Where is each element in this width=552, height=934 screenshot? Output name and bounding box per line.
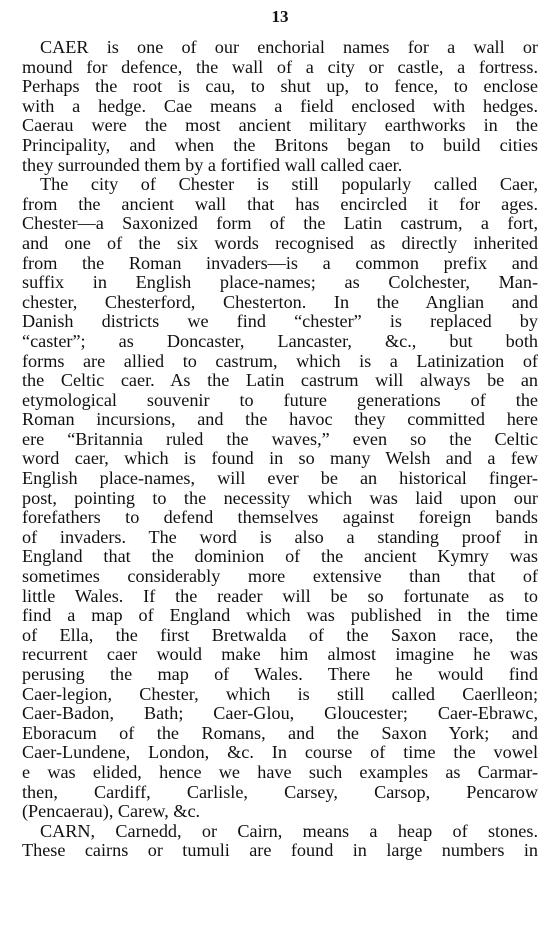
document-page [22,6,538,861]
text-line: Caerau were the most ancient military earthworks in the [22,116,538,136]
text-line: of Ella, the first Bretwalda of the Saxon race, the [22,625,538,645]
text-line: These cairns or tumuli are found in large numbers in [22,841,538,861]
text-line: Caer-Lundene, London, &c. In course of time the vowel [22,743,538,763]
text-line: (Pencaerau), Carew, &c. [22,802,201,822]
text-line: e was elided, hence we have such examples as Carmar- [22,762,538,782]
text-line: sometimes considerably more extensive than that of [22,567,538,587]
text-line: English place-names, will ever be an historical finger- [22,469,538,489]
text-line: word caer, which is found in so many Welsh and a few [22,449,538,469]
text-line: Perhaps the root is cau, to shut up, to fence, to enclose [22,77,538,97]
text-line: the Celtic caer. As the Latin castrum will always be an [22,371,538,391]
text-line: Principality, and when the Britons began to build cities [22,135,538,155]
text-line: CAER is one of our enchorial names for a wall or [40,38,538,57]
text-line: and one of the six words recognised as directly inherited [22,233,538,253]
paragraph-chester [22,175,538,822]
text-line: Caer-Badon, Bath; Caer-Glou, Gloucester; Caer-Ebrawc, [22,704,538,724]
text-line: then, Cardiff, Carlisle, Carsey, Carsop, Pencarow [22,782,538,802]
text-line: “caster”; as Doncaster, Lancaster, &c., but both [22,331,538,351]
text-line: post, pointing to the necessity which was laid upon our [22,488,538,508]
text-line: suffix in English place-names; as Colchester, Man- [22,273,538,293]
text-line: perusing the map of Wales. There he would find [22,665,538,684]
text-line: etymological souvenir to future generations of the [22,390,538,410]
text-line: England that the dominion of the ancient Kymry was [22,547,538,567]
paragraph-carn [22,822,538,861]
paragraph-caer-definition [22,38,538,175]
text-line: Roman incursions, and the havoc they committed here [22,410,538,430]
text-line: recurrent caer would make him almost imagine he was [22,645,538,665]
text-line: Chester—a Saxonized form of the Latin castrum, a fort, [22,214,538,234]
text-line: The city of Chester is still popularly called Caer, [40,175,538,195]
text-line: CARN, Carnedd, or Cairn, means a heap of stones. [40,821,538,841]
text-line: little Wales. If the reader will be so fortunate as to [22,586,538,606]
text-line: of invaders. The word is also a standing proof in [22,527,538,547]
text-line: mound for defence, the wall of a city or castle, a fortress. [22,57,538,77]
text-line: Danish districts we find “chester” is replaced by [22,312,538,332]
text-line: from the Roman invaders—is a common prefix and [22,253,538,273]
text-line: ere “Britannia ruled the waves,” even so the Celtic [22,429,538,449]
text-line: chester, Chesterford, Chesterton. In the Anglian and [22,292,538,312]
text-line: from the ancient wall that has encircled it for ages. [22,194,538,214]
page-number: 13 [271,7,289,26]
text-line: Eboracum of the Romans, and the Saxon York; and [22,723,538,743]
text-line: find a map of England which was published in the time [22,606,538,626]
text-line: forms are allied to castrum, which is a Latinization of [22,351,538,371]
text-line: with a hedge. Cae means a field enclosed with hedges. [22,96,538,116]
text-line: Caer-legion, Chester, which is still called Caerlleon; [22,684,538,704]
text-line: they surrounded them by a fortified wall called caer. [22,155,403,175]
text-line: forefathers to defend themselves against foreign bands [22,508,538,528]
